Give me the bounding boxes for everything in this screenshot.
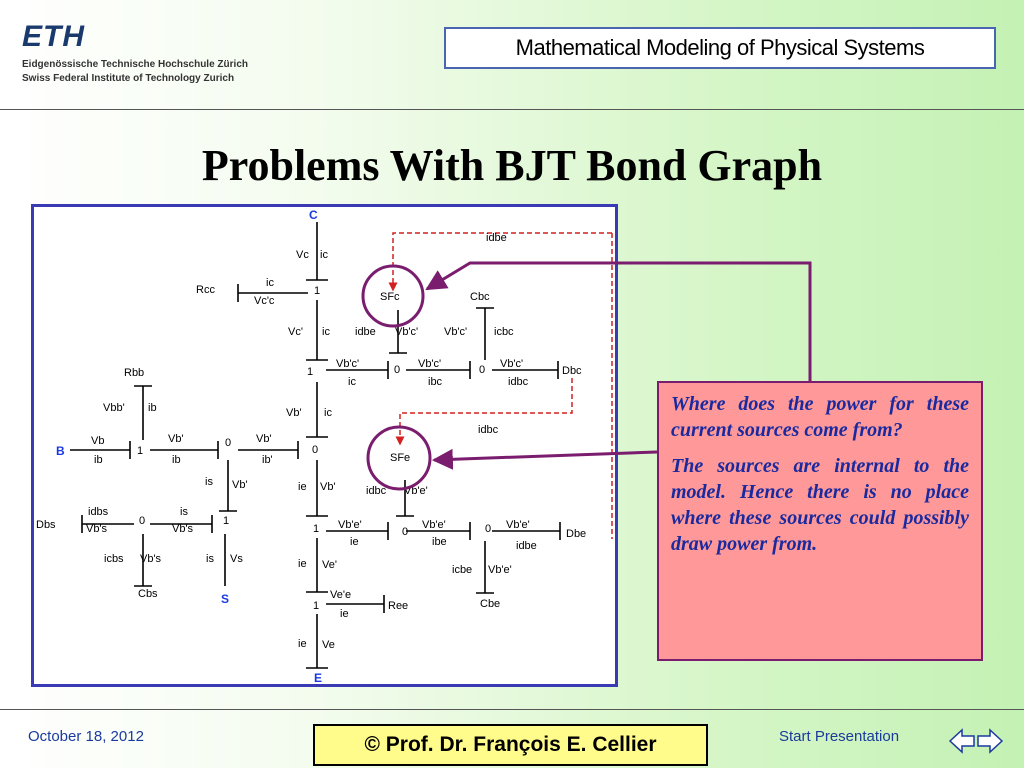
institution-line-1: Eidgenössische Technische Hochschule Zürich xyxy=(22,59,248,70)
terminal-e: E xyxy=(314,671,323,685)
label-ie-4: ie xyxy=(340,608,349,620)
label-Vbb: Vbb' xyxy=(103,402,125,414)
label-Vb-prime-1: Vb' xyxy=(168,433,184,445)
label-icbs: icbs xyxy=(104,553,124,565)
junction-1-emitter: 1 xyxy=(312,600,320,612)
label-is-2: is xyxy=(180,506,188,518)
label-idbc: idbc xyxy=(508,376,529,388)
label-ie: ie xyxy=(298,481,307,493)
label-Cbc: Cbc xyxy=(470,291,490,303)
label-Ve: Ve xyxy=(322,639,335,651)
label-Vbe-2: Vb'e' xyxy=(338,519,362,531)
eth-logo xyxy=(22,22,248,86)
junction-0-base: 0 xyxy=(224,437,232,449)
label-Vc-prime: Vc' xyxy=(288,326,303,338)
junction-0-bc1: 0 xyxy=(393,364,401,376)
label-Vbs-3: Vb's xyxy=(140,553,162,565)
label-Vbc-4: Vb'c' xyxy=(418,358,442,370)
label-ib-prime: ib' xyxy=(262,454,273,466)
label-Vcc: Vc'c xyxy=(254,295,275,307)
label-Vb: Vb xyxy=(91,435,105,447)
label-Ve-prime: Ve' xyxy=(322,559,337,571)
label-Ree: Ree xyxy=(388,600,409,612)
course-title: Mathematical Modeling of Physical Systems xyxy=(515,35,925,60)
label-ib-base: ib xyxy=(94,454,103,466)
label-Vs: Vs xyxy=(230,553,243,565)
terminal-b: B xyxy=(56,444,65,458)
label-ib: ib xyxy=(148,402,157,414)
slide-title: Problems With BJT Bond Graph xyxy=(201,141,823,190)
header-divider xyxy=(0,109,1024,110)
left-right-arrows-icon[interactable] xyxy=(948,724,1004,758)
label-Vb-prime-2: Vb' xyxy=(256,433,272,445)
callout-box xyxy=(657,381,983,661)
terminal-s: S xyxy=(221,592,230,606)
label-Vbe-5: Vb'e' xyxy=(488,564,512,576)
label-Vb-prime-3: Vb' xyxy=(232,479,248,491)
label-Vbc-3: Vb'c' xyxy=(336,358,360,370)
footer-divider xyxy=(0,709,1024,710)
label-is-3: is xyxy=(206,553,214,565)
eth-logo-text: ETH xyxy=(22,20,85,53)
junction-0-bc2: 0 xyxy=(478,364,486,376)
label-ie-2: ie xyxy=(350,536,359,548)
label-idbe-signal: idbe xyxy=(486,232,507,244)
label-Vbe: Vb'e' xyxy=(404,485,428,497)
label-Vbc-1: Vb'c' xyxy=(395,326,419,338)
junction-1-be: 1 xyxy=(312,523,320,535)
callout-question: Where does the power for these current sources come from? xyxy=(671,393,969,441)
label-idbc-2: idbc xyxy=(366,485,387,497)
label-is: is xyxy=(205,476,213,488)
footer-date: October 18, 2012 xyxy=(28,728,144,745)
junction-1-sub: 1 xyxy=(222,515,230,527)
label-Vb-prime-main: Vb' xyxy=(286,407,302,419)
label-SFe: SFe xyxy=(390,452,411,464)
bond-graph-frame xyxy=(31,204,618,687)
terminal-c: C xyxy=(309,208,318,222)
junction-0-be1: 0 xyxy=(401,526,409,538)
label-Rbb: Rbb xyxy=(124,367,145,379)
label-idbc-signal: idbc xyxy=(478,424,499,436)
label-SFc: SFc xyxy=(380,291,400,303)
label-Rcc: Rcc xyxy=(196,284,215,296)
start-presentation-link[interactable]: Start Presentation xyxy=(779,728,900,745)
label-Vbs-1: Vb's xyxy=(86,523,108,535)
label-idbe: idbe xyxy=(355,326,376,338)
label-ic-top: ic xyxy=(320,249,328,261)
label-Vbe-4: Vb'e' xyxy=(506,519,530,531)
label-Dbe: Dbe xyxy=(566,528,587,540)
label-icbe: icbe xyxy=(452,564,473,576)
label-Vbs-2: Vb's xyxy=(172,523,194,535)
label-ie-3: ie xyxy=(298,558,307,570)
label-ic-row: ic xyxy=(348,376,356,388)
label-Vb-prime-4: Vb' xyxy=(320,481,336,493)
label-Vbc-5: Vb'c' xyxy=(500,358,524,370)
callout-explanation: The sources are internal to the model. Hence there is no place where these sources could possibly draw power from. xyxy=(671,455,969,555)
course-title-box xyxy=(444,27,996,69)
label-ic-lower: ic xyxy=(324,407,332,419)
label-Dbc: Dbc xyxy=(562,365,582,377)
junction-0-main: 0 xyxy=(311,444,319,456)
label-Vee: Ve'e xyxy=(330,589,352,601)
label-icbc: icbc xyxy=(494,326,514,338)
label-ibc: ibc xyxy=(428,376,443,388)
label-ibe: ibe xyxy=(432,536,447,548)
label-ic-mid: ic xyxy=(322,326,330,338)
author-name: © Prof. Dr. François E. Cellier xyxy=(364,733,657,756)
label-Cbe: Cbe xyxy=(480,598,501,610)
label-Vbc-2: Vb'c' xyxy=(444,326,468,338)
junction-0-be2: 0 xyxy=(484,523,492,535)
author-box xyxy=(313,724,708,766)
junction-1-base: 1 xyxy=(136,445,144,457)
label-ie-5: ie xyxy=(298,638,307,650)
institution-line-2: Swiss Federal Institute of Technology Zurich xyxy=(22,73,235,84)
junction-1-bc: 1 xyxy=(306,366,314,378)
label-ib-1: ib xyxy=(172,454,181,466)
label-Vc: Vc xyxy=(296,249,309,261)
junction-1-collector: 1 xyxy=(313,285,321,297)
label-Vbe-3: Vb'e' xyxy=(422,519,446,531)
label-Dbs: Dbs xyxy=(36,519,56,531)
label-Cbs: Cbs xyxy=(138,588,158,600)
label-idbe-2: idbe xyxy=(516,540,537,552)
label-idbs: idbs xyxy=(88,506,109,518)
junction-0-sub: 0 xyxy=(138,515,146,527)
label-ic-rcc: ic xyxy=(266,277,274,289)
